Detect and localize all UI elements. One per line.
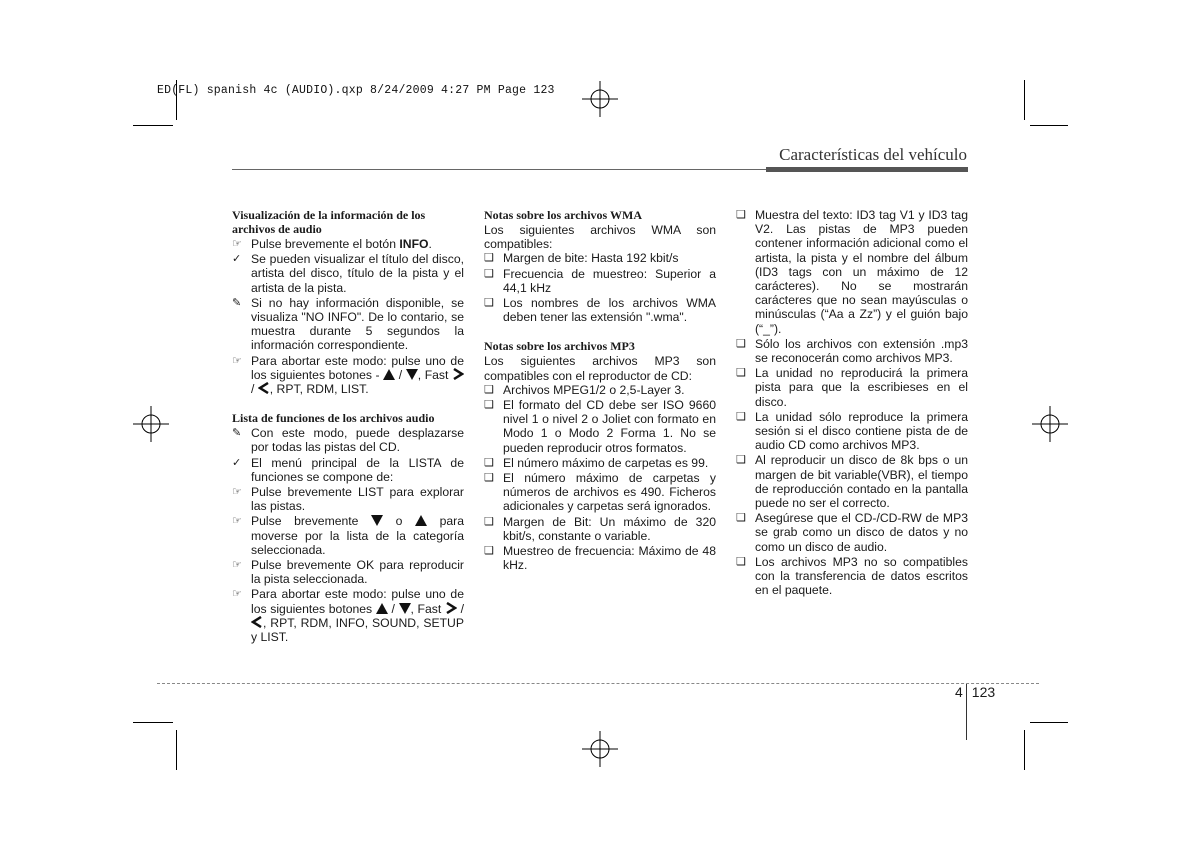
hand-pointer-icon: ☞ (232, 238, 242, 250)
registration-mark-icon (580, 79, 620, 119)
checkbox-bullet-icon: ❑ (484, 383, 494, 396)
checkbox-bullet-icon: ❑ (736, 410, 746, 423)
crop-mark (1030, 125, 1068, 126)
crop-mark (1030, 722, 1068, 723)
up-triangle-icon (383, 369, 395, 380)
registration-mark-icon (580, 729, 620, 769)
column-3 (736, 208, 968, 598)
checkbox-bullet-icon: ❑ (484, 267, 494, 280)
checkbox-bullet-icon: ❑ (484, 456, 494, 469)
list-item: ❑ Frecuencia de muestreo: Superior a 44,1 kHz (484, 266, 716, 295)
list-item: ✎ Si no hay información disponible, se visualiza "NO INFO". De lo contario, se muestra durante 5 segundos la información correspondiente. (232, 295, 464, 353)
list-item: ❑ La unidad sólo reproduce la primera sesión si el disco contiene pista de de audio CD como archivos MP3. (736, 409, 968, 453)
list-item: ❑ El número máximo de carpetas y números de archivos es 490. Ficheros adicionales y carpetas será ignorados. (484, 471, 716, 514)
crop-mark (1024, 80, 1025, 120)
checkbox-bullet-icon: ❑ (736, 454, 746, 467)
list-item: ❑ Muestreo de frecuencia: Máximo de 48 kHz. (484, 544, 716, 573)
pencil-note-icon: ✎ (232, 296, 242, 309)
pencil-note-icon: ✎ (232, 427, 242, 440)
list-item: ❑ El formato del CD debe ser ISO 9660 nivel 1 o nivel 2 o Joliet con formato en Modo 1 o Modo 2 Forma 1. No se pueden reproducir otros formatos. (484, 398, 716, 455)
list-item: ✓ El menú principal de la LISTA de funciones se compone de: (232, 455, 464, 484)
paragraph: Los siguientes archivos WMA son compatibles: (484, 223, 716, 252)
check-icon: ✓ (232, 456, 242, 469)
checkbox-bullet-icon: ❑ (484, 252, 494, 265)
list-item: ✓ Se pueden visualizar el título del disco, artista del disco, título de la pista y el artista de la pista. (232, 252, 464, 295)
chevron-right-icon (452, 368, 464, 380)
checkbox-bullet-icon: ❑ (484, 472, 494, 485)
section-heading-function-list: Lista de funciones de los archivos audio (232, 411, 435, 426)
checkbox-bullet-icon: ❑ (736, 209, 746, 221)
checkbox-bullet-icon: ❑ (484, 399, 494, 412)
list-item: ❑ Muestra del texto: ID3 tag V1 y ID3 tag V2. Las pistas de MP3 pueden contener información adicional como el artista, la pista y el nombre del álbum (ID3 tags con un máximo de 12 carácteres). No se mostrarán carácteres que no sean mayúsculas o minúsculas (“Aa a Zz”) y el guión bajo (“_”). (736, 208, 968, 336)
column-2 (484, 208, 716, 573)
list-item: ❑ Los nombres de los archivos WMA deben tener las extensión ".wma". (484, 296, 716, 325)
checkbox-bullet-icon: ❑ (484, 297, 494, 310)
list-item: ❑ Margen de Bit: Un máximo de 320 kbit/s, constante o variable. (484, 514, 716, 543)
list-item: ☞ Para abortar este modo: pulse uno de los siguientes botones / , Fast / , RPT, RDM, INFO, SOUND, SETUP y LIST. (232, 587, 464, 645)
section-heading-audio-info: Visualización de la información de los archivos de audio (232, 208, 426, 236)
chapter-number: 4 (955, 684, 963, 700)
list-item: ❑ Al reproducir un disco de 8k bps o un margen de bit variable(VBR), el tiempo de reproducción contado en la pantalla puede no ser el correcto. (736, 453, 968, 511)
list-item: ❑ Asegúrese que el CD-/CD-RW de MP3 se grab como un disco de datos y no como un disco de audio. (736, 511, 968, 554)
list-item: ☞ Pulse brevemente o para moverse por la lista de la categoría seleccionada. (232, 514, 464, 557)
list-item: ❑ El número máximo de carpetas es 99. (484, 455, 709, 470)
up-triangle-icon (376, 603, 388, 614)
crop-mark (176, 730, 177, 770)
hand-pointer-icon: ☞ (232, 486, 242, 499)
up-triangle-icon (415, 515, 427, 526)
list-item: ❑ Los archivos MP3 no so compatibles con la transferencia de datos escritos en el paquete. (736, 554, 968, 598)
footer-rule (157, 683, 1039, 684)
hand-pointer-icon: ☞ (232, 354, 242, 367)
page-header-title: Características del vehículo (779, 145, 967, 164)
list-item: ❑ Archivos MPEG1/2 o 2,5-Layer 3. (484, 382, 685, 397)
checkbox-bullet-icon: ❑ (484, 545, 494, 558)
checkbox-bullet-icon: ❑ (484, 515, 494, 528)
checkbox-bullet-icon: ❑ (736, 512, 746, 525)
checkbox-bullet-icon: ❑ (736, 367, 746, 380)
section-heading-wma: Notas sobre los archivos WMA (484, 208, 643, 222)
header-bar (766, 167, 968, 172)
crop-mark (1024, 730, 1025, 770)
hand-pointer-icon: ☞ (232, 559, 242, 572)
list-item: ☞ Pulse brevemente LIST para explorar las pistas. (232, 485, 464, 514)
page-number (955, 684, 995, 700)
crop-mark (133, 722, 173, 723)
page-number-value: 123 (971, 684, 996, 700)
down-triangle-icon (406, 369, 418, 380)
section-heading-mp3: Notas sobre los archivos MP3 (484, 339, 635, 354)
print-slug: ED(FL) spanish 4c (AUDIO).qxp 8/24/2009 4:27 PM Page 123 (157, 84, 555, 97)
registration-mark-icon (1030, 404, 1070, 444)
down-triangle-icon (399, 603, 411, 614)
list-item: ❑ Margen de bite: Hasta 192 kbit/s (484, 251, 679, 266)
chevron-left-icon (251, 616, 263, 628)
registration-mark-icon (131, 404, 171, 444)
paragraph: Los siguientes archivos MP3 son compatibles con el reproductor de CD: (484, 354, 716, 383)
check-icon: ✓ (232, 253, 242, 266)
list-item: ❑ Sólo los archivos con extensión .mp3 se reconocerán como archivos MP3. (736, 336, 968, 366)
chevron-right-icon (445, 602, 457, 614)
page-number-divider (966, 684, 967, 740)
checkbox-bullet-icon: ❑ (736, 337, 746, 350)
crop-mark (133, 125, 173, 126)
list-item: ☞ Para abortar este modo: pulse uno de los siguientes botones - / , Fast / , RPT, RDM, LIST. (232, 353, 464, 397)
info-button-label: INFO (399, 237, 429, 251)
chevron-left-icon (258, 382, 270, 394)
column-1 (232, 208, 464, 645)
list-item: ✎ Con este modo, puede desplazarse por todas las pistas del CD. (232, 426, 464, 455)
list-item: ❑ La unidad no reproducirá la primera pista para que la escribieses en el disco. (736, 366, 968, 409)
list-item: ☞ Pulse brevemente OK para reproducir la pista seleccionada. (232, 558, 464, 587)
hand-pointer-icon: ☞ (232, 588, 242, 601)
down-triangle-icon (371, 515, 383, 526)
checkbox-bullet-icon: ❑ (736, 555, 746, 568)
list-item: ☞ Pulse brevemente el botón INFO. (232, 237, 432, 251)
hand-pointer-icon: ☞ (232, 515, 242, 528)
